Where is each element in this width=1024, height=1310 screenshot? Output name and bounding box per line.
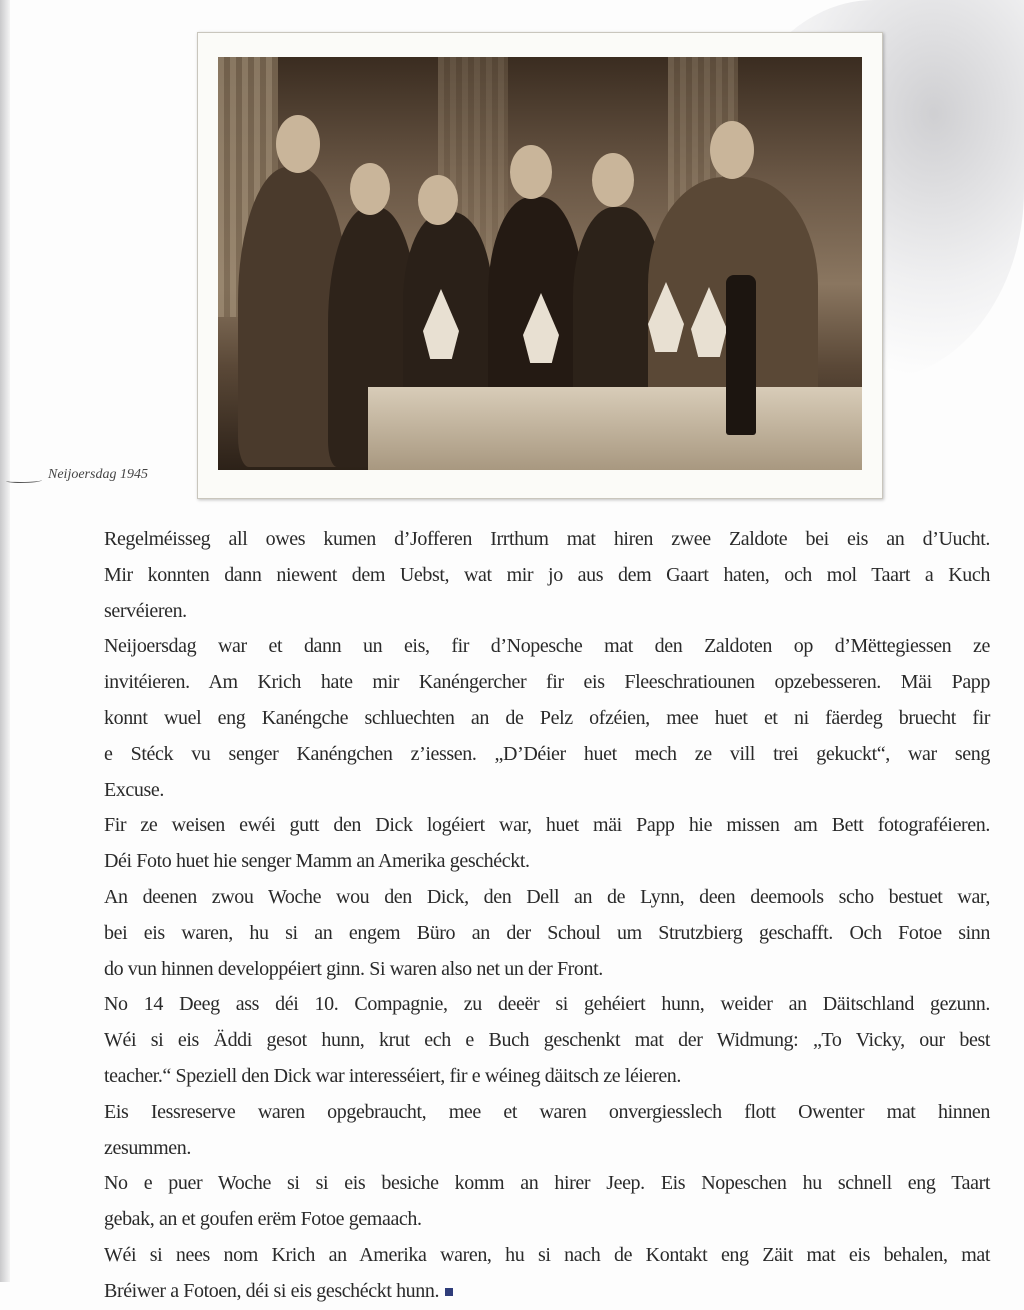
text-line: Fir ze weisen ewéi gutt den Dick logéiert war, huet mäi Papp hie missen am Bett fotograféieren. [104, 814, 990, 837]
text-line: Bréiwer a Fotoen, déi si eis geschéckt hunn. [104, 1274, 990, 1310]
text-line: zesummen. [104, 1136, 191, 1159]
person-6-head [710, 121, 754, 179]
caption-swoosh-icon [6, 478, 42, 483]
paragraph [104, 1095, 990, 1167]
paragraph [104, 1166, 990, 1238]
dining-table [368, 387, 862, 470]
text-line: Eis Iessreserve waren opgebraucht, mee et waren onvergiesslech flott Owenter mat hinnen [104, 1100, 990, 1123]
person-3-head [418, 175, 458, 225]
text-line: Regelméisseg all owes kumen d’Jofferen Irrthum mat hiren zwee Zaldote bei eis an d’Uucht. [104, 528, 990, 550]
text-line: Excuse. [104, 778, 164, 801]
person-4-head [510, 145, 552, 199]
text-line: No 14 Deeg ass déi 10. Compagnie, zu deeër si gehéiert hunn, weider an Däitschland gezunn. [104, 993, 990, 1016]
text-line: bei eis waren, hu si an engem Büro an der Schoul um Strutzbierg geschafft. Och Fotoe sinn [104, 921, 990, 944]
text-line: do vun hinnen developpéiert ginn. Si waren also net un der Front. [104, 957, 603, 980]
paragraph [104, 987, 990, 1094]
person-1-head [276, 115, 320, 173]
person-5-head [592, 153, 634, 207]
paragraph [104, 629, 990, 808]
sepia-photo-new-year-1945 [218, 57, 862, 470]
paragraph [104, 522, 990, 629]
text-line: Neijoersdag war et dann un eis, fir d’Nopesche mat den Zaldoten op d’Mëttegiessen ze [104, 635, 990, 658]
photo-caption: Neijoersdag 1945 [48, 467, 148, 482]
text-line: teacher.“ Speziell den Dick war interesséiert, fir e wéineg däitsch ze léieren. [104, 1064, 681, 1087]
text-line: Wéi si eis Äddi gesot hunn, krut ech e Buch geschenkt mat der Widmung: „To Vicky, our best [104, 1029, 990, 1052]
text-line: Mir konnten dann niewent dem Uebst, wat mir jo aus dem Gaart haten, och mol Taart a Kuch [104, 563, 990, 586]
text-line: No e puer Woche si si eis besiche komm an hirer Jeep. Eis Nopeschen hu schnell eng Taart [104, 1172, 990, 1195]
text-line: e Stéck vu senger Kanéngchen z’iessen. „D’Déier huet mech ze vill trei gekuckt“, war seng [104, 742, 990, 765]
person-2-head [350, 163, 390, 215]
text-line: invitéieren. Am Krich hate mir Kanéngercher fir eis Fleeschratiounen opzebesseren. Mäi Papp [104, 671, 990, 694]
paragraph [104, 1238, 990, 1310]
text-line: Wéi si nees nom Krich an Amerika waren, hu si nach de Kontakt eng Zäit mat eis behalen, mat [104, 1243, 990, 1266]
text-line: An deenen zwou Woche wou den Dick, den Dell an de Lynn, deen deemools scho bestuet war, [104, 885, 990, 908]
end-of-article-square-icon [445, 1288, 453, 1296]
paragraph [104, 808, 990, 880]
text-line: Déi Foto huet hie senger Mamm an Amerika geschéckt. [104, 850, 530, 873]
text-line: gebak, an et goufen erëm Fotoe gemaach. [104, 1208, 422, 1231]
text-line: konnt wuel eng Kanéngche schluechten an de Pelz ofzéien, mee huet et ni fäerdeg bruecht fir [104, 706, 990, 729]
photo-frame [197, 32, 883, 499]
article-body [104, 522, 990, 1310]
wine-bottle [726, 275, 756, 435]
text-line: servéieren. [104, 599, 187, 622]
page-edge [0, 0, 10, 1282]
paragraph [104, 880, 990, 987]
